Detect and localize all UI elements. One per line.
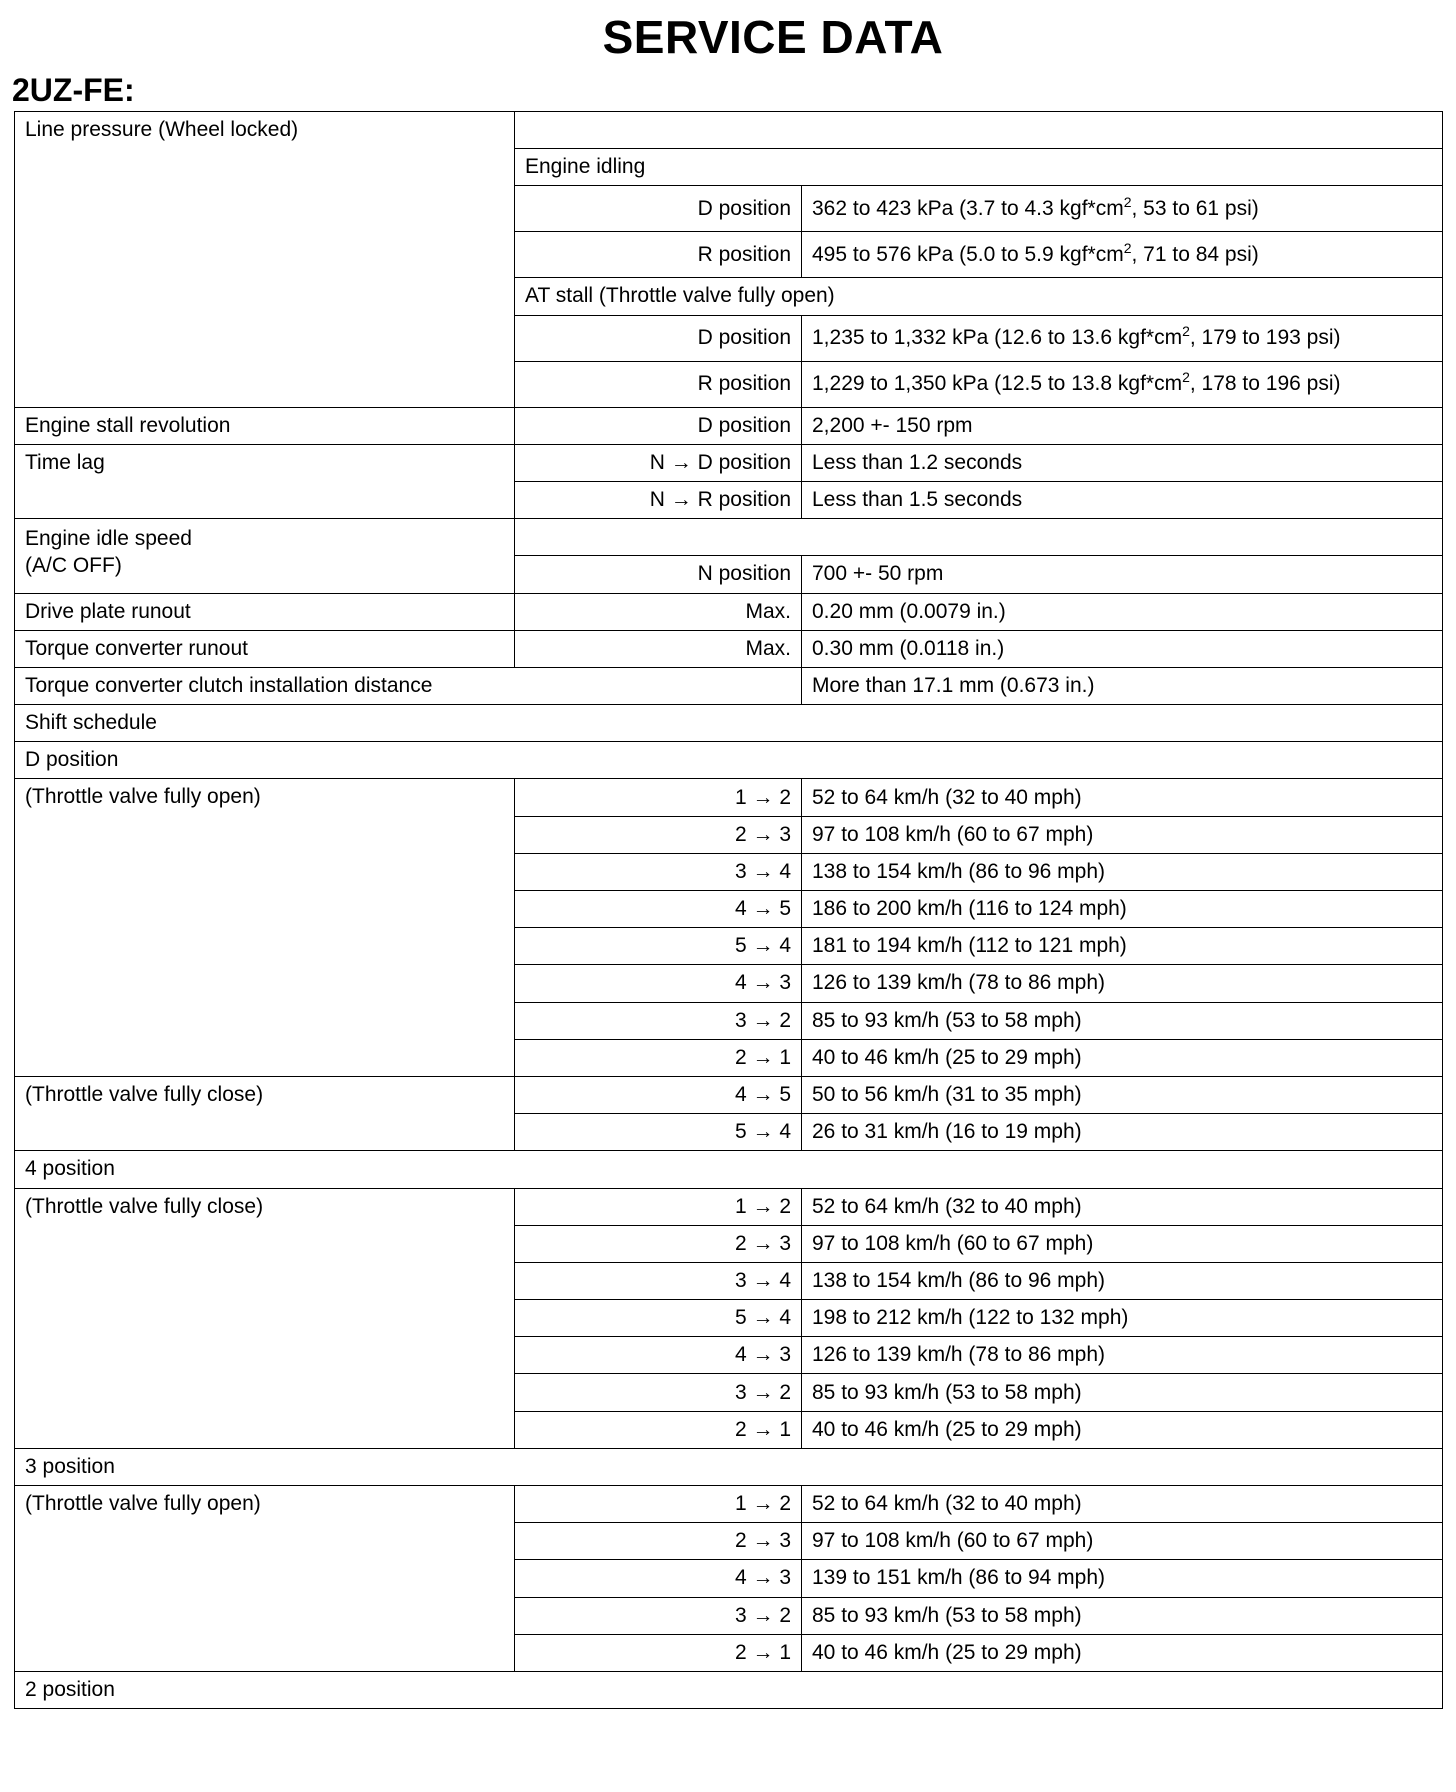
table-row: [15, 667, 1443, 704]
table-row: [15, 779, 1443, 816]
value-cell: 126 to 139 km/h (78 to 86 mph): [802, 1337, 1443, 1374]
shift-cell: 3 → 2: [515, 1374, 802, 1411]
position-cell: N position: [515, 556, 802, 593]
value-cell: 138 to 154 km/h (86 to 96 mph): [802, 1262, 1443, 1299]
section-heading: 4 position: [15, 1151, 1443, 1188]
value-cell: 2,200 +- 150 rpm: [802, 407, 1443, 444]
value-cell: 40 to 46 km/h (25 to 29 mph): [802, 1634, 1443, 1671]
value-cell: 50 to 56 km/h (31 to 35 mph): [802, 1076, 1443, 1113]
table-row: [15, 1076, 1443, 1113]
value-cell: 85 to 93 km/h (53 to 58 mph): [802, 1002, 1443, 1039]
shift-cell: 4 → 3: [515, 1560, 802, 1597]
value-cell: 139 to 151 km/h (86 to 94 mph): [802, 1560, 1443, 1597]
position-cell: Max.: [515, 593, 802, 630]
throttle-condition-label: (Throttle valve fully open): [15, 779, 515, 1077]
shift-cell: 2 → 1: [515, 1634, 802, 1671]
value-cell: 97 to 108 km/h (60 to 67 mph): [802, 1523, 1443, 1560]
value-cell: 181 to 194 km/h (112 to 121 mph): [802, 928, 1443, 965]
value-cell: Less than 1.2 seconds: [802, 444, 1443, 481]
shift-cell: 3 → 2: [515, 1597, 802, 1634]
throttle-condition-label: (Throttle valve fully open): [15, 1486, 515, 1672]
section-heading: D position: [15, 742, 1443, 779]
section-heading: 2 position: [15, 1671, 1443, 1708]
table-row: [15, 519, 1443, 556]
value-cell: 26 to 31 km/h (16 to 19 mph): [802, 1114, 1443, 1151]
value-cell: 0.20 mm (0.0079 in.): [802, 593, 1443, 630]
value-cell: 495 to 576 kPa (5.0 to 5.9 $kgf*cm^2$, 71 to 84 psi): [802, 232, 1443, 278]
table-row: [15, 1448, 1443, 1485]
table-row: [15, 407, 1443, 444]
value-cell: 700 +- 50 rpm: [802, 556, 1443, 593]
shift-schedule-label: Shift schedule: [15, 705, 1443, 742]
shift-cell: 1 → 2: [515, 1188, 802, 1225]
position-cell: D position: [515, 186, 802, 232]
table-row: [15, 593, 1443, 630]
page-title: SERVICE DATA: [602, 11, 944, 63]
value-cell: 362 to 423 kPa (3.7 to 4.3 $kgf*cm^2$, 53 to 61 psi): [802, 186, 1443, 232]
position-cell: N → D position: [515, 444, 802, 481]
shift-cell: 2 → 3: [515, 1225, 802, 1262]
value-cell: 40 to 46 km/h (25 to 29 mph): [802, 1039, 1443, 1076]
value-cell: 138 to 154 km/h (86 to 96 mph): [802, 853, 1443, 890]
time-lag-label: Time lag: [15, 444, 515, 518]
position-cell: N → R position: [515, 481, 802, 518]
value-cell: 52 to 64 km/h (32 to 40 mph): [802, 1188, 1443, 1225]
value-cell: More than 17.1 mm (0.673 in.): [802, 667, 1443, 704]
table-row: [15, 1151, 1443, 1188]
table-row: [15, 1486, 1443, 1523]
table-row: [15, 705, 1443, 742]
shift-cell: 1 → 2: [515, 779, 802, 816]
shift-cell: 4 → 3: [515, 965, 802, 1002]
shift-cell: 5 → 4: [515, 1300, 802, 1337]
drive-plate-label: Drive plate runout: [15, 593, 515, 630]
shift-cell: 5 → 4: [515, 928, 802, 965]
shift-cell: 2 → 1: [515, 1039, 802, 1076]
blank-cell: [515, 112, 1443, 149]
position-cell: R position: [515, 361, 802, 407]
shift-cell: 1 → 2: [515, 1486, 802, 1523]
table-row: [15, 112, 1443, 149]
table-row: [15, 630, 1443, 667]
value-cell: 1,235 to 1,332 kPa (12.6 to 13.6 $kgf*cm^2$, 179 to 193 psi): [802, 315, 1443, 361]
shift-cell: 4 → 5: [515, 1076, 802, 1113]
shift-cell: 2 → 3: [515, 816, 802, 853]
position-cell: Max.: [515, 630, 802, 667]
value-cell: 97 to 108 km/h (60 to 67 mph): [802, 1225, 1443, 1262]
shift-cell: 4 → 5: [515, 891, 802, 928]
line-pressure-label: Line pressure (Wheel locked): [15, 112, 515, 408]
position-cell: D position: [515, 407, 802, 444]
shift-cell: 2 → 1: [515, 1411, 802, 1448]
table-row: [15, 1188, 1443, 1225]
value-cell: 198 to 212 km/h (122 to 132 mph): [802, 1300, 1443, 1337]
tc-runout-label: Torque converter runout: [15, 630, 515, 667]
engine-model-heading: 2UZ-FE:: [12, 72, 135, 108]
value-cell: 85 to 93 km/h (53 to 58 mph): [802, 1597, 1443, 1634]
value-cell: 40 to 46 km/h (25 to 29 mph): [802, 1411, 1443, 1448]
position-cell: D position: [515, 315, 802, 361]
shift-cell: 2 → 3: [515, 1523, 802, 1560]
engine-idling-label: Engine idling: [515, 149, 1443, 186]
shift-cell: 5 → 4: [515, 1114, 802, 1151]
value-cell: 0.30 mm (0.0118 in.): [802, 630, 1443, 667]
shift-cell: 3 → 4: [515, 853, 802, 890]
value-cell: 52 to 64 km/h (32 to 40 mph): [802, 1486, 1443, 1523]
value-cell: 186 to 200 km/h (116 to 124 mph): [802, 891, 1443, 928]
idle-speed-label: Engine idle speed (A/C OFF): [15, 519, 515, 593]
shift-cell: 3 → 2: [515, 1002, 802, 1039]
position-cell: R position: [515, 232, 802, 278]
value-cell: 126 to 139 km/h (78 to 86 mph): [802, 965, 1443, 1002]
value-cell: 97 to 108 km/h (60 to 67 mph): [802, 816, 1443, 853]
table-row: [15, 444, 1443, 481]
throttle-condition-label: (Throttle valve fully close): [15, 1188, 515, 1448]
shift-cell: 4 → 3: [515, 1337, 802, 1374]
engine-stall-label: Engine stall revolution: [15, 407, 515, 444]
throttle-condition-label: (Throttle valve fully close): [15, 1076, 515, 1150]
section-heading: 3 position: [15, 1448, 1443, 1485]
table-row: [15, 742, 1443, 779]
tc-clutch-label: Torque converter clutch installation distance: [15, 667, 802, 704]
shift-cell: 3 → 4: [515, 1262, 802, 1299]
value-cell: Less than 1.5 seconds: [802, 481, 1443, 518]
table-row: [15, 1671, 1443, 1708]
value-cell: 85 to 93 km/h (53 to 58 mph): [802, 1374, 1443, 1411]
value-cell: 52 to 64 km/h (32 to 40 mph): [802, 779, 1443, 816]
service-data-table: [14, 111, 1443, 1709]
at-stall-label: AT stall (Throttle valve fully open): [515, 278, 1443, 315]
blank-cell: [515, 519, 1443, 556]
value-cell: 1,229 to 1,350 kPa (12.5 to 13.8 $kgf*cm^2$, 178 to 196 psi): [802, 361, 1443, 407]
